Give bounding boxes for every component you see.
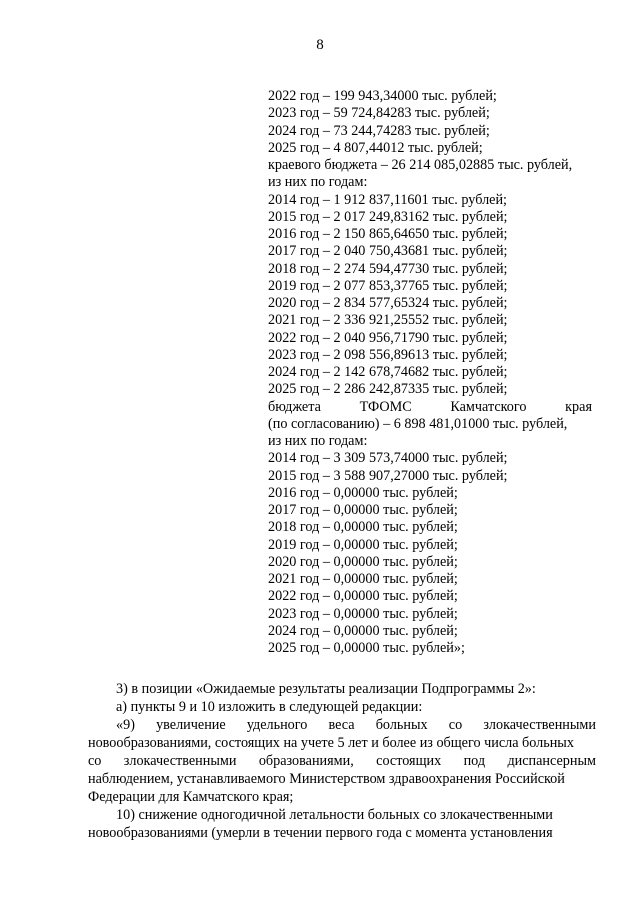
regional-year-line: 2018 год – 2 274 594,47730 тыс. рублей; (268, 260, 508, 277)
regional-year-line: 2019 год – 2 077 853,37765 тыс. рублей; (268, 277, 508, 294)
funding-line: 2022 год – 199 943,34000 тыс. рублей; (268, 88, 497, 104)
funding-line: 2023 год – 59 724,84283 тыс. рублей; (268, 105, 490, 122)
point-9-word: со (88, 753, 102, 769)
regional-budget-header: краевого бюджета – 26 214 085,02885 тыс. рублей, (268, 157, 573, 173)
tfoms-header-word: бюджета (268, 398, 321, 415)
regional-year-line: 2021 год – 2 336 921,25552 тыс. рублей; (268, 312, 508, 329)
point-9-line (88, 752, 596, 770)
amendments-text (88, 680, 596, 842)
tfoms-header-word: Камчатского (450, 398, 527, 415)
point-9-word: под (463, 753, 486, 769)
point-9-line (88, 716, 596, 734)
regional-year-line: 2015 год – 2 017 249,83162 тыс. рублей; (268, 208, 508, 225)
point-9-word: злокачественными (123, 753, 237, 769)
item-a-paragraph: а) пункты 9 и 10 изложить в следующей редакции: (116, 699, 423, 715)
point-9-word: веса (328, 717, 355, 733)
tfoms-year-line: 2023 год – 0,00000 тыс. рублей; (268, 605, 458, 622)
item-3-paragraph: 3) в позиции «Ожидаемые результаты реализации Подпрограммы 2»: (116, 681, 536, 697)
tfoms-year-line: 2015 год – 3 588 907,27000 тыс. рублей; (268, 467, 508, 484)
point-10-line: новообразованиями (умерли в течении первого года с момента установления (88, 825, 553, 841)
point-9-word: состоящих (376, 753, 442, 769)
point-9-line: Федерации для Камчатского края; (88, 789, 294, 805)
tfoms-year-line: 2021 год – 0,00000 тыс. рублей; (268, 571, 458, 587)
funding-line: 2024 год – 73 244,74283 тыс. рублей; (268, 122, 490, 139)
point-10-line: 10) снижение одногодичной летальности больных со злокачественными (116, 807, 553, 823)
regional-year-line: 2020 год – 2 834 577,65324 тыс. рублей; (268, 295, 508, 311)
funding-block (268, 88, 592, 657)
tfoms-year-line: 2020 год – 0,00000 тыс. рублей; (268, 553, 458, 570)
regional-year-line: 2024 год – 2 142 678,74682 тыс. рублей; (268, 364, 508, 380)
tfoms-by-years-label: из них по годам: (268, 433, 368, 449)
point-9-word: увеличение (156, 717, 226, 733)
point-9-word: злокачественными (483, 717, 596, 733)
point-9-word: диспансерным (507, 753, 596, 769)
point-9-word: удельного (246, 717, 308, 733)
point-9-word: больных (375, 717, 428, 733)
tfoms-year-line: 2019 год – 0,00000 тыс. рублей; (268, 536, 458, 553)
tfoms-year-line: 2024 год – 0,00000 тыс. рублей; (268, 622, 458, 639)
point-9-word: «9) (116, 717, 135, 733)
regional-by-years-label: из них по годам: (268, 174, 368, 191)
tfoms-header-word: края (565, 398, 592, 415)
regional-year-line: 2016 год – 2 150 865,64650 тыс. рублей; (268, 226, 508, 242)
regional-year-line: 2022 год – 2 040 956,71790 тыс. рублей; (268, 329, 508, 346)
funding-line: 2025 год – 4 807,44012 тыс. рублей; (268, 139, 483, 156)
regional-year-line: 2023 год – 2 098 556,89613 тыс. рублей; (268, 346, 508, 363)
regional-year-line: 2025 год – 2 286 242,87335 тыс. рублей; (268, 381, 508, 398)
point-9-line: наблюдением, устанавливаемого Министерством здравоохранения Российской (88, 771, 565, 787)
tfoms-budget-total: (по согласованию) – 6 898 481,01000 тыс. рублей, (268, 415, 568, 432)
tfoms-year-line: 2016 год – 0,00000 тыс. рублей; (268, 484, 458, 501)
tfoms-year-line: 2014 год – 3 309 573,74000 тыс. рублей; (268, 450, 508, 467)
tfoms-year-line: 2018 год – 0,00000 тыс. рублей; (268, 519, 458, 536)
point-9-word: образованиями, (258, 753, 354, 769)
point-9-word: со (448, 717, 463, 733)
page-number: 8 (316, 37, 324, 53)
tfoms-year-line: 2025 год – 0,00000 тыс. рублей»; (268, 640, 465, 656)
point-9-line: новообразованиями, состоящих на учете 5 лет и более из общего числа больных (88, 735, 574, 751)
regional-year-line: 2014 год – 1 912 837,11601 тыс. рублей; (268, 191, 507, 208)
regional-year-line: 2017 год – 2 040 750,43681 тыс. рублей; (268, 243, 508, 260)
tfoms-header-word: ТФОМС (359, 398, 412, 415)
tfoms-year-line: 2017 год – 0,00000 тыс. рублей; (268, 502, 458, 518)
tfoms-year-line: 2022 год – 0,00000 тыс. рублей; (268, 588, 458, 605)
tfoms-budget-header (268, 399, 592, 416)
